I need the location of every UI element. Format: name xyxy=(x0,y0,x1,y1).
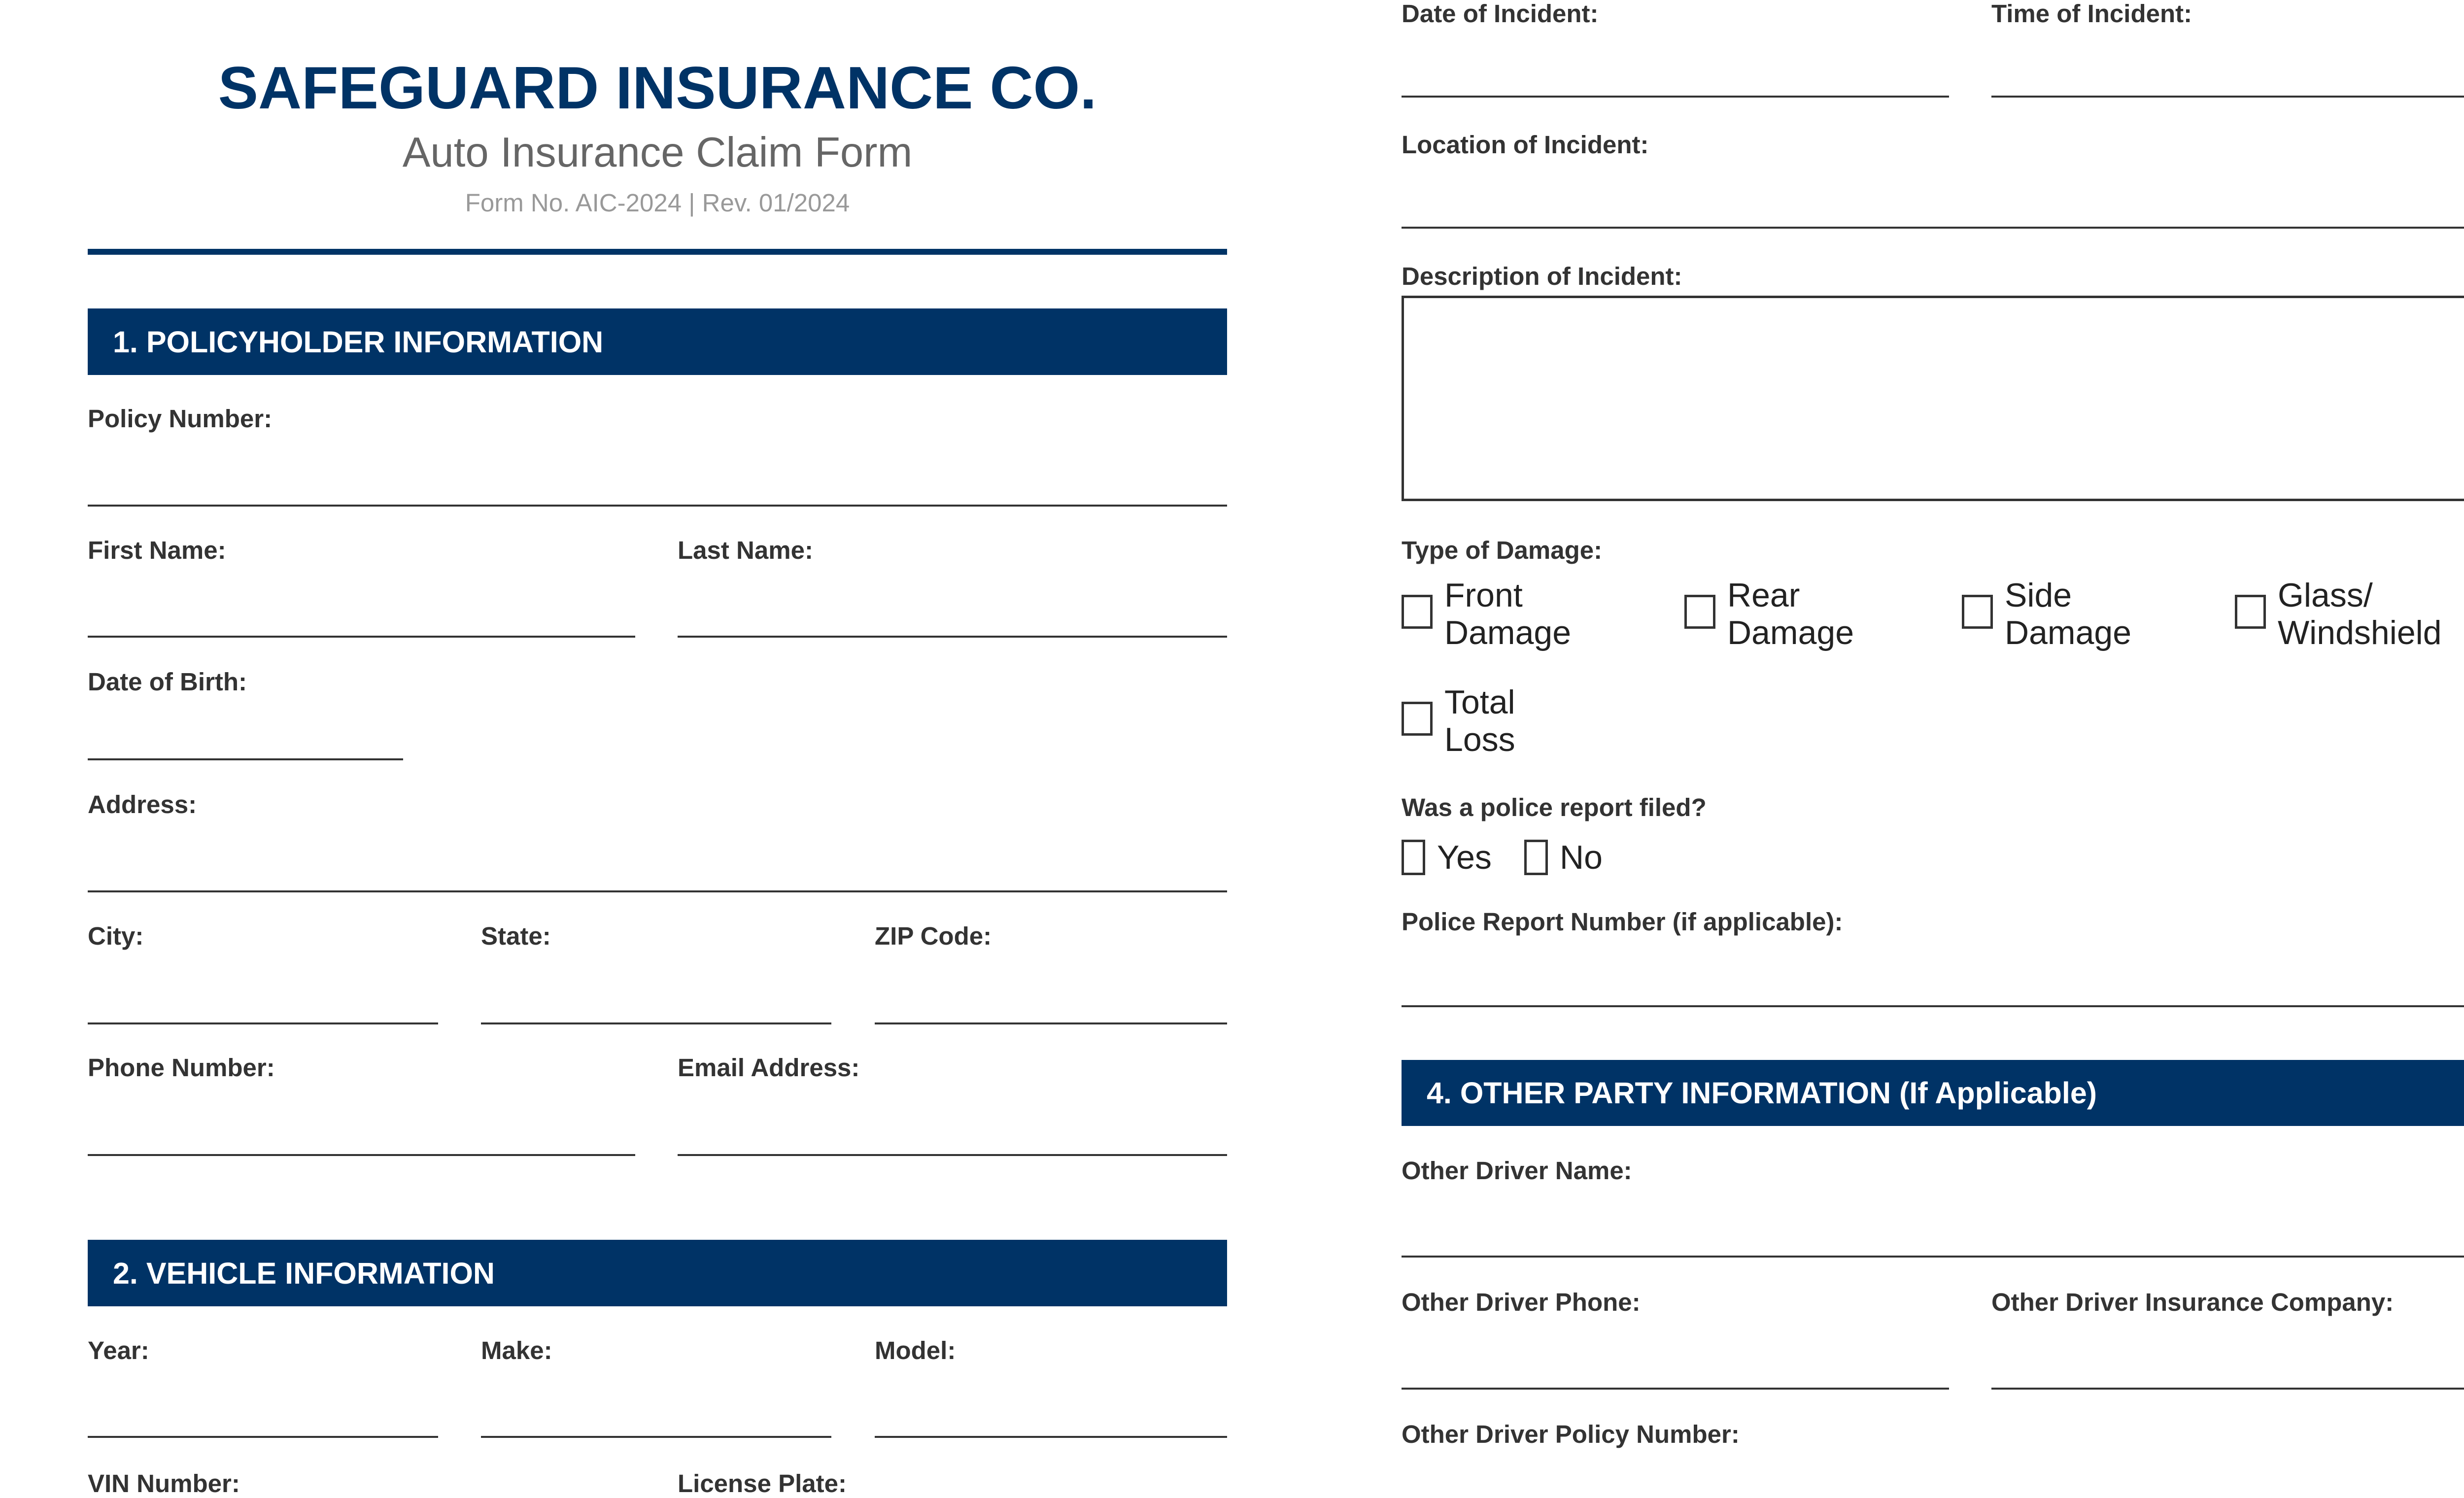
vin-label: VIN Number: xyxy=(88,1469,240,1498)
city-field[interactable] xyxy=(88,1022,438,1024)
phone-label: Phone Number: xyxy=(88,1054,275,1082)
checkbox-label-line1: Glass/ xyxy=(2278,577,2373,614)
police-report-yes[interactable] xyxy=(1402,838,1492,877)
damage-side-checkbox[interactable] xyxy=(1962,577,2218,651)
phone-field[interactable] xyxy=(88,1154,635,1156)
police-report-number-label: Police Report Number (if applicable): xyxy=(1402,908,1843,936)
license-plate-label: License Plate: xyxy=(678,1469,847,1498)
state-label: State: xyxy=(481,922,551,950)
police-report-question: Was a police report filed? xyxy=(1402,793,1707,821)
address-label: Address: xyxy=(88,790,197,818)
checkbox-box[interactable] xyxy=(1402,595,1433,629)
damage-front-checkbox[interactable] xyxy=(1402,577,1677,651)
other-driver-policy-label: Other Driver Policy Number: xyxy=(1402,1420,1740,1448)
form-title: Auto Insurance Claim Form xyxy=(402,129,913,176)
no-label: No xyxy=(1560,839,1603,876)
damage-glass-checkbox[interactable] xyxy=(2235,577,2464,651)
other-driver-name-label: Other Driver Name: xyxy=(1402,1157,1632,1185)
email-field[interactable] xyxy=(678,1154,1227,1156)
checkbox-label-line1: Rear xyxy=(1727,577,1800,614)
last-name-field[interactable] xyxy=(678,636,1227,638)
checkbox-box[interactable] xyxy=(1962,595,1993,629)
zip-field[interactable] xyxy=(875,1022,1227,1024)
checkbox-label-line2: Damage xyxy=(2005,614,2132,651)
section-other-party-header: 4. OTHER PARTY INFORMATION (If Applicable) xyxy=(1402,1060,2464,1126)
checkbox-label-line1: Front xyxy=(1444,577,1523,614)
city-label: City: xyxy=(88,922,144,950)
incident-time-field[interactable] xyxy=(1991,96,2464,98)
incident-location-label: Location of Incident: xyxy=(1402,131,1649,159)
checkbox-label-line2: Loss xyxy=(1444,721,1515,758)
year-label: Year: xyxy=(88,1336,149,1364)
incident-date-field[interactable] xyxy=(1402,96,1949,98)
checkbox-label-line1: Total xyxy=(1444,683,1515,721)
dob-field[interactable] xyxy=(88,758,403,760)
checkbox-label-line1: Side xyxy=(2005,577,2072,614)
incident-location-field[interactable] xyxy=(1402,227,2464,229)
section-vehicle-header: 2. VEHICLE INFORMATION xyxy=(88,1240,1227,1306)
yes-label: Yes xyxy=(1437,839,1492,876)
company-name: SAFEGUARD INSURANCE CO. xyxy=(218,54,1097,121)
last-name-label: Last Name: xyxy=(678,536,813,564)
checkbox-label-line2: Damage xyxy=(1727,614,1854,651)
damage-total-loss-checkbox[interactable] xyxy=(1402,683,1677,758)
make-field[interactable] xyxy=(481,1436,831,1438)
damage-type-label: Type of Damage: xyxy=(1402,536,1603,564)
no-checkbox[interactable] xyxy=(1524,840,1548,875)
checkbox-box[interactable] xyxy=(1402,702,1433,736)
other-driver-phone-field[interactable] xyxy=(1402,1388,1949,1390)
police-report-no[interactable] xyxy=(1524,838,1603,877)
police-report-number-field[interactable] xyxy=(1402,1005,2464,1007)
year-field[interactable] xyxy=(88,1436,438,1438)
header-divider xyxy=(88,249,1227,255)
address-field[interactable] xyxy=(88,890,1227,892)
checkbox-label-line2: Windshield xyxy=(2278,614,2442,651)
policy-number-label: Policy Number: xyxy=(88,405,273,433)
dob-label: Date of Birth: xyxy=(88,668,247,696)
model-label: Model: xyxy=(875,1336,956,1364)
state-field[interactable] xyxy=(481,1022,831,1024)
first-name-field[interactable] xyxy=(88,636,635,638)
other-insurance-company-label: Other Driver Insurance Company: xyxy=(1991,1288,2394,1316)
yes-checkbox[interactable] xyxy=(1402,840,1425,875)
checkbox-label-line2: Damage xyxy=(1444,614,1572,651)
model-field[interactable] xyxy=(875,1436,1227,1438)
email-label: Email Address: xyxy=(678,1054,860,1082)
make-label: Make: xyxy=(481,1336,552,1364)
incident-description-label: Description of Incident: xyxy=(1402,262,1682,290)
incident-description-textarea[interactable] xyxy=(1402,296,2464,501)
section-policyholder-header: 1. POLICYHOLDER INFORMATION xyxy=(88,308,1227,375)
form-number: Form No. AIC-2024 | Rev. 01/2024 xyxy=(465,189,850,217)
other-driver-phone-label: Other Driver Phone: xyxy=(1402,1288,1641,1316)
incident-time-label: Time of Incident: xyxy=(1991,0,2192,28)
damage-rear-checkbox[interactable] xyxy=(1684,577,1951,651)
first-name-label: First Name: xyxy=(88,536,226,564)
other-insurance-company-field[interactable] xyxy=(1991,1388,2464,1390)
other-driver-name-field[interactable] xyxy=(1402,1256,2464,1258)
checkbox-box[interactable] xyxy=(2235,595,2266,629)
policy-number-field[interactable] xyxy=(88,505,1227,507)
incident-date-label: Date of Incident: xyxy=(1402,0,1599,28)
checkbox-box[interactable] xyxy=(1684,595,1715,629)
zip-label: ZIP Code: xyxy=(875,922,992,950)
